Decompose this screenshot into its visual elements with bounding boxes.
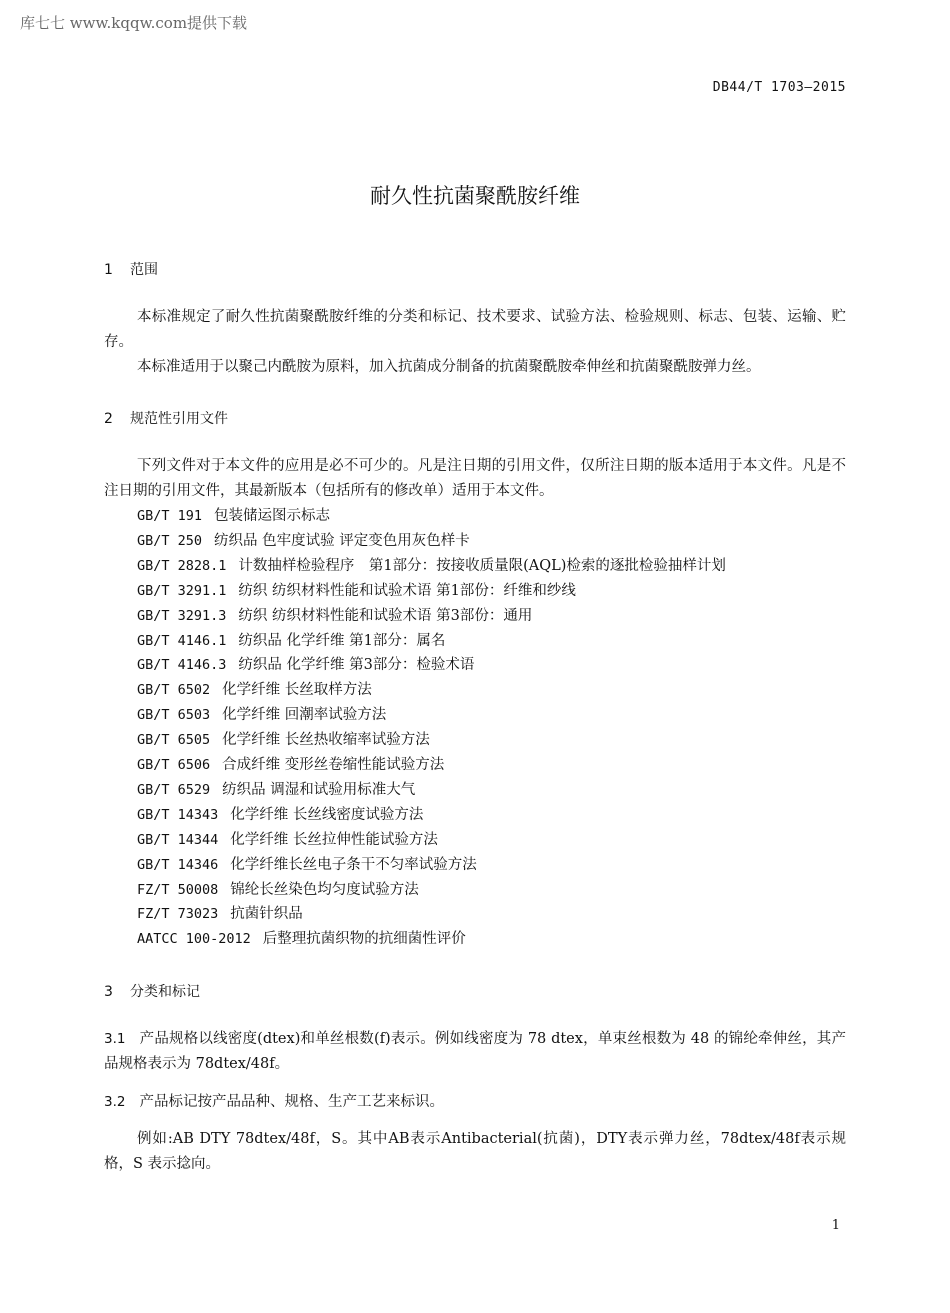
reference-title: 纺织 纺织材料性能和试验术语 第3部份：通用	[238, 607, 533, 624]
section-number: 1	[104, 262, 113, 278]
reference-title: 合成纤维 变形丝卷缩性能试验方法	[222, 757, 445, 773]
reference-item	[137, 753, 444, 778]
section-title: 规范性引用文件	[130, 411, 228, 427]
reference-code: GB/T 14343	[137, 806, 219, 823]
reference-item	[137, 778, 415, 803]
reference-code: FZ/T 50008	[137, 881, 219, 898]
clause-text: 产品标记按产品品种、规格、生产工艺来标识。	[139, 1094, 444, 1110]
reference-title: 化学纤维 长丝线密度试验方法	[230, 806, 424, 823]
reference-code: GB/T 3291.1	[137, 582, 227, 599]
reference-item	[137, 728, 430, 753]
reference-title: 后整理抗菌织物的抗细菌性评价	[262, 931, 466, 948]
reference-code: GB/T 14346	[137, 856, 219, 873]
page-number: 1	[831, 1218, 840, 1233]
reference-item	[137, 902, 303, 927]
reference-title: 化学纤维 回潮率试验方法	[222, 707, 387, 724]
reference-code: GB/T 6502	[137, 682, 211, 699]
reference-title: 纺织品 调湿和试验用标准大气	[222, 781, 416, 798]
clause-number: 3.2	[104, 1094, 126, 1110]
reference-title: 纺织品 化学纤维 第1部分：属名	[238, 632, 446, 649]
reference-title: 抗菌针织品	[230, 906, 303, 923]
reference-code: FZ/T 73023	[137, 906, 219, 923]
document-number: DB44/T 1703—2015	[712, 80, 846, 95]
clause-number: 3.1	[104, 1031, 126, 1047]
section-1-paragraph-2: 本标准适用于以聚己内酰胺为原料，加入抗菌成分制备的抗菌聚酰胺牵伸丝和抗菌聚酰胺弹力丝。	[137, 359, 761, 375]
reference-title: 化学纤维长丝电子条干不匀率试验方法	[230, 856, 477, 873]
reference-code: GB/T 191	[137, 508, 203, 524]
reference-code: GB/T 6503	[137, 707, 211, 724]
section-heading-2	[104, 408, 228, 428]
reference-item	[137, 529, 470, 554]
section-2-intro: 下列文件对于本文件的应用是必不可少的。凡是注日期的引用文件，仅所注日期的版本适用于本文件。凡是不注日期的引用文件，其最新版本（包括所有的修改单）适用于本文件。	[104, 458, 846, 499]
reference-item	[137, 678, 372, 703]
reference-item	[137, 703, 386, 728]
reference-title: 包装储运图示标志	[214, 508, 331, 524]
example-paragraph: 例如:AB DTY 78dtex/48f，S。其中AB表示Antibacterial(抗菌)，DTY表示弹力丝，78dtex/48f表示规格，S 表示捻向。	[104, 1131, 846, 1172]
reference-item	[137, 803, 423, 828]
section-number: 2	[104, 411, 113, 427]
section-title: 分类和标记	[130, 984, 200, 1000]
reference-title: 纺织品 色牢度试验 评定变色用灰色样卡	[214, 532, 470, 549]
reference-code: AATCC 100-2012	[137, 931, 251, 948]
reference-title: 纺织 纺织材料性能和试验术语 第1部份：纤维和纱线	[238, 582, 576, 599]
clause-text: 产品规格以线密度(dtex)和单丝根数(f)表示。例如线密度为 78 dtex，单束丝根数为 48 的锦纶牵伸丝，其产品规格表示为 78dtex/48f。	[104, 1031, 846, 1072]
section-1-paragraph-1: 本标准规定了耐久性抗菌聚酰胺纤维的分类和标记、技术要求、试验方法、检验规则、标志、包装、运输、贮存。	[104, 309, 846, 350]
reference-title: 化学纤维 长丝拉伸性能试验方法	[230, 831, 438, 848]
reference-code: GB/T 6506	[137, 757, 211, 773]
reference-code: GB/T 14344	[137, 831, 219, 848]
section-title: 范围	[130, 262, 158, 278]
section-heading-1	[104, 259, 158, 279]
reference-item	[137, 828, 438, 853]
reference-code: GB/T 3291.3	[137, 607, 227, 624]
reference-item	[137, 927, 466, 952]
clause-3-2	[104, 1090, 846, 1115]
reference-item	[137, 504, 330, 529]
reference-title: 纺织品 化学纤维 第3部分：检验术语	[238, 657, 475, 674]
reference-code: GB/T 250	[137, 532, 203, 549]
reference-item	[137, 579, 576, 604]
reference-title: 化学纤维 长丝热收缩率试验方法	[222, 732, 430, 749]
section-heading-3	[104, 981, 200, 1001]
reference-title: 锦纶长丝染色均匀度试验方法	[230, 881, 419, 898]
clause-3-1	[104, 1027, 846, 1077]
reference-item	[137, 629, 445, 654]
reference-item	[137, 554, 726, 579]
reference-code: GB/T 6529	[137, 781, 211, 798]
reference-code: GB/T 6505	[137, 732, 211, 749]
reference-title: 计数抽样检验程序 第1部分：按接收质量限(AQL)检索的逐批检验抽样计划	[238, 557, 726, 574]
section-number: 3	[104, 984, 113, 1000]
reference-code: GB/T 4146.1	[137, 632, 227, 649]
reference-code: GB/T 2828.1	[137, 557, 227, 574]
reference-item	[137, 653, 474, 678]
page-title: 耐久性抗菌聚酰胺纤维	[370, 184, 580, 208]
reference-code: GB/T 4146.3	[137, 657, 227, 674]
reference-item	[137, 853, 477, 878]
reference-title: 化学纤维 长丝取样方法	[222, 682, 372, 699]
reference-item	[137, 878, 419, 903]
watermark-text: 库七七 www.kqqw.com提供下载	[20, 14, 248, 32]
reference-item	[137, 604, 532, 629]
